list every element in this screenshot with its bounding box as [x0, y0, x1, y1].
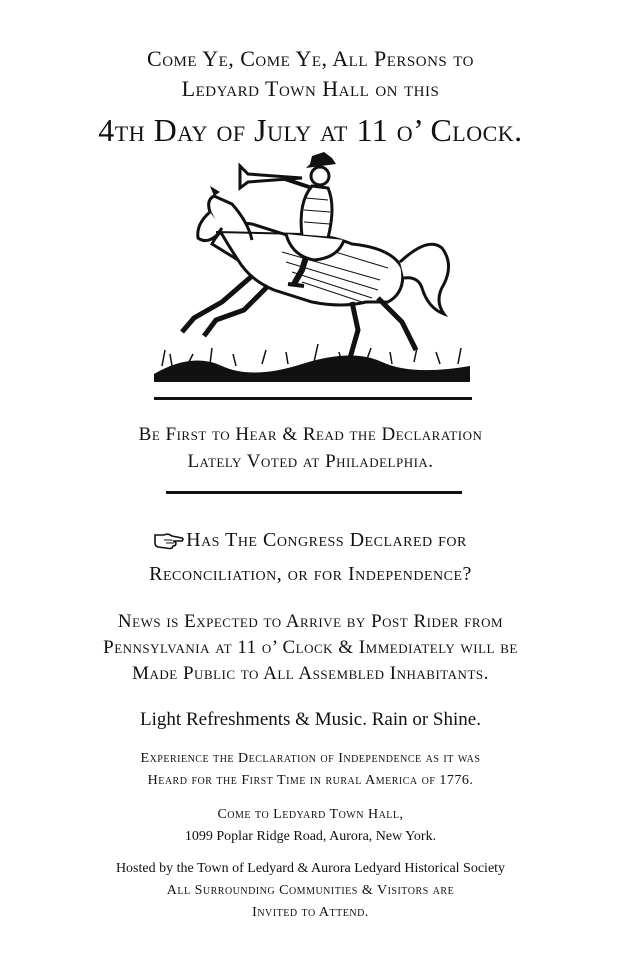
- event-title: 4th Day of July at 11 o’ Clock.: [98, 112, 523, 148]
- news-line-2: Pennsylvania at 11 o’ Clock & Immediately will be: [103, 637, 518, 658]
- experience-line-2: Heard for the First Time in rural America of 1776.: [147, 773, 474, 788]
- question-line-1: [0, 529, 621, 552]
- header-line-2: Ledyard Town Hall on this: [181, 76, 440, 101]
- hosts-line-3: Invited to Attend.: [252, 905, 369, 920]
- announcement-line-1: Be First to Hear & Read the Declaration: [138, 424, 483, 445]
- news-line-1: News is Expected to Arrive by Post Rider from: [117, 611, 504, 632]
- hosts-line-1: Hosted by the Town of Ledyard & Aurora Ledyard Historical Society: [115, 861, 506, 876]
- announcement-line-2: Lately Voted at Philadelphia.: [187, 451, 434, 472]
- post-rider-woodcut-icon: [152, 152, 472, 384]
- hosts-line-2: All Surrounding Communities & Visitors are: [166, 883, 455, 898]
- pointing-hand-icon: [154, 532, 184, 550]
- news-line-3: Made Public to All Assembled Inhabitants.: [132, 663, 489, 684]
- location-line-1: Come to Ledyard Town Hall,: [217, 807, 404, 822]
- experience-line-1: Experience the Declaration of Independence as it was: [140, 751, 481, 766]
- question-text-1: Has The Congress Declared for: [186, 529, 467, 551]
- refreshments-line: Light Refreshments & Music. Rain or Shine.: [140, 709, 481, 730]
- location-line-2: 1099 Poplar Ridge Road, Aurora, New York.: [184, 829, 437, 844]
- divider-rule-2: [166, 491, 462, 494]
- question-line-2: Reconciliation, or for Independence?: [149, 563, 472, 585]
- divider-rule-1: [154, 397, 472, 400]
- header-line-1: Come Ye, Come Ye, All Persons to: [147, 46, 474, 71]
